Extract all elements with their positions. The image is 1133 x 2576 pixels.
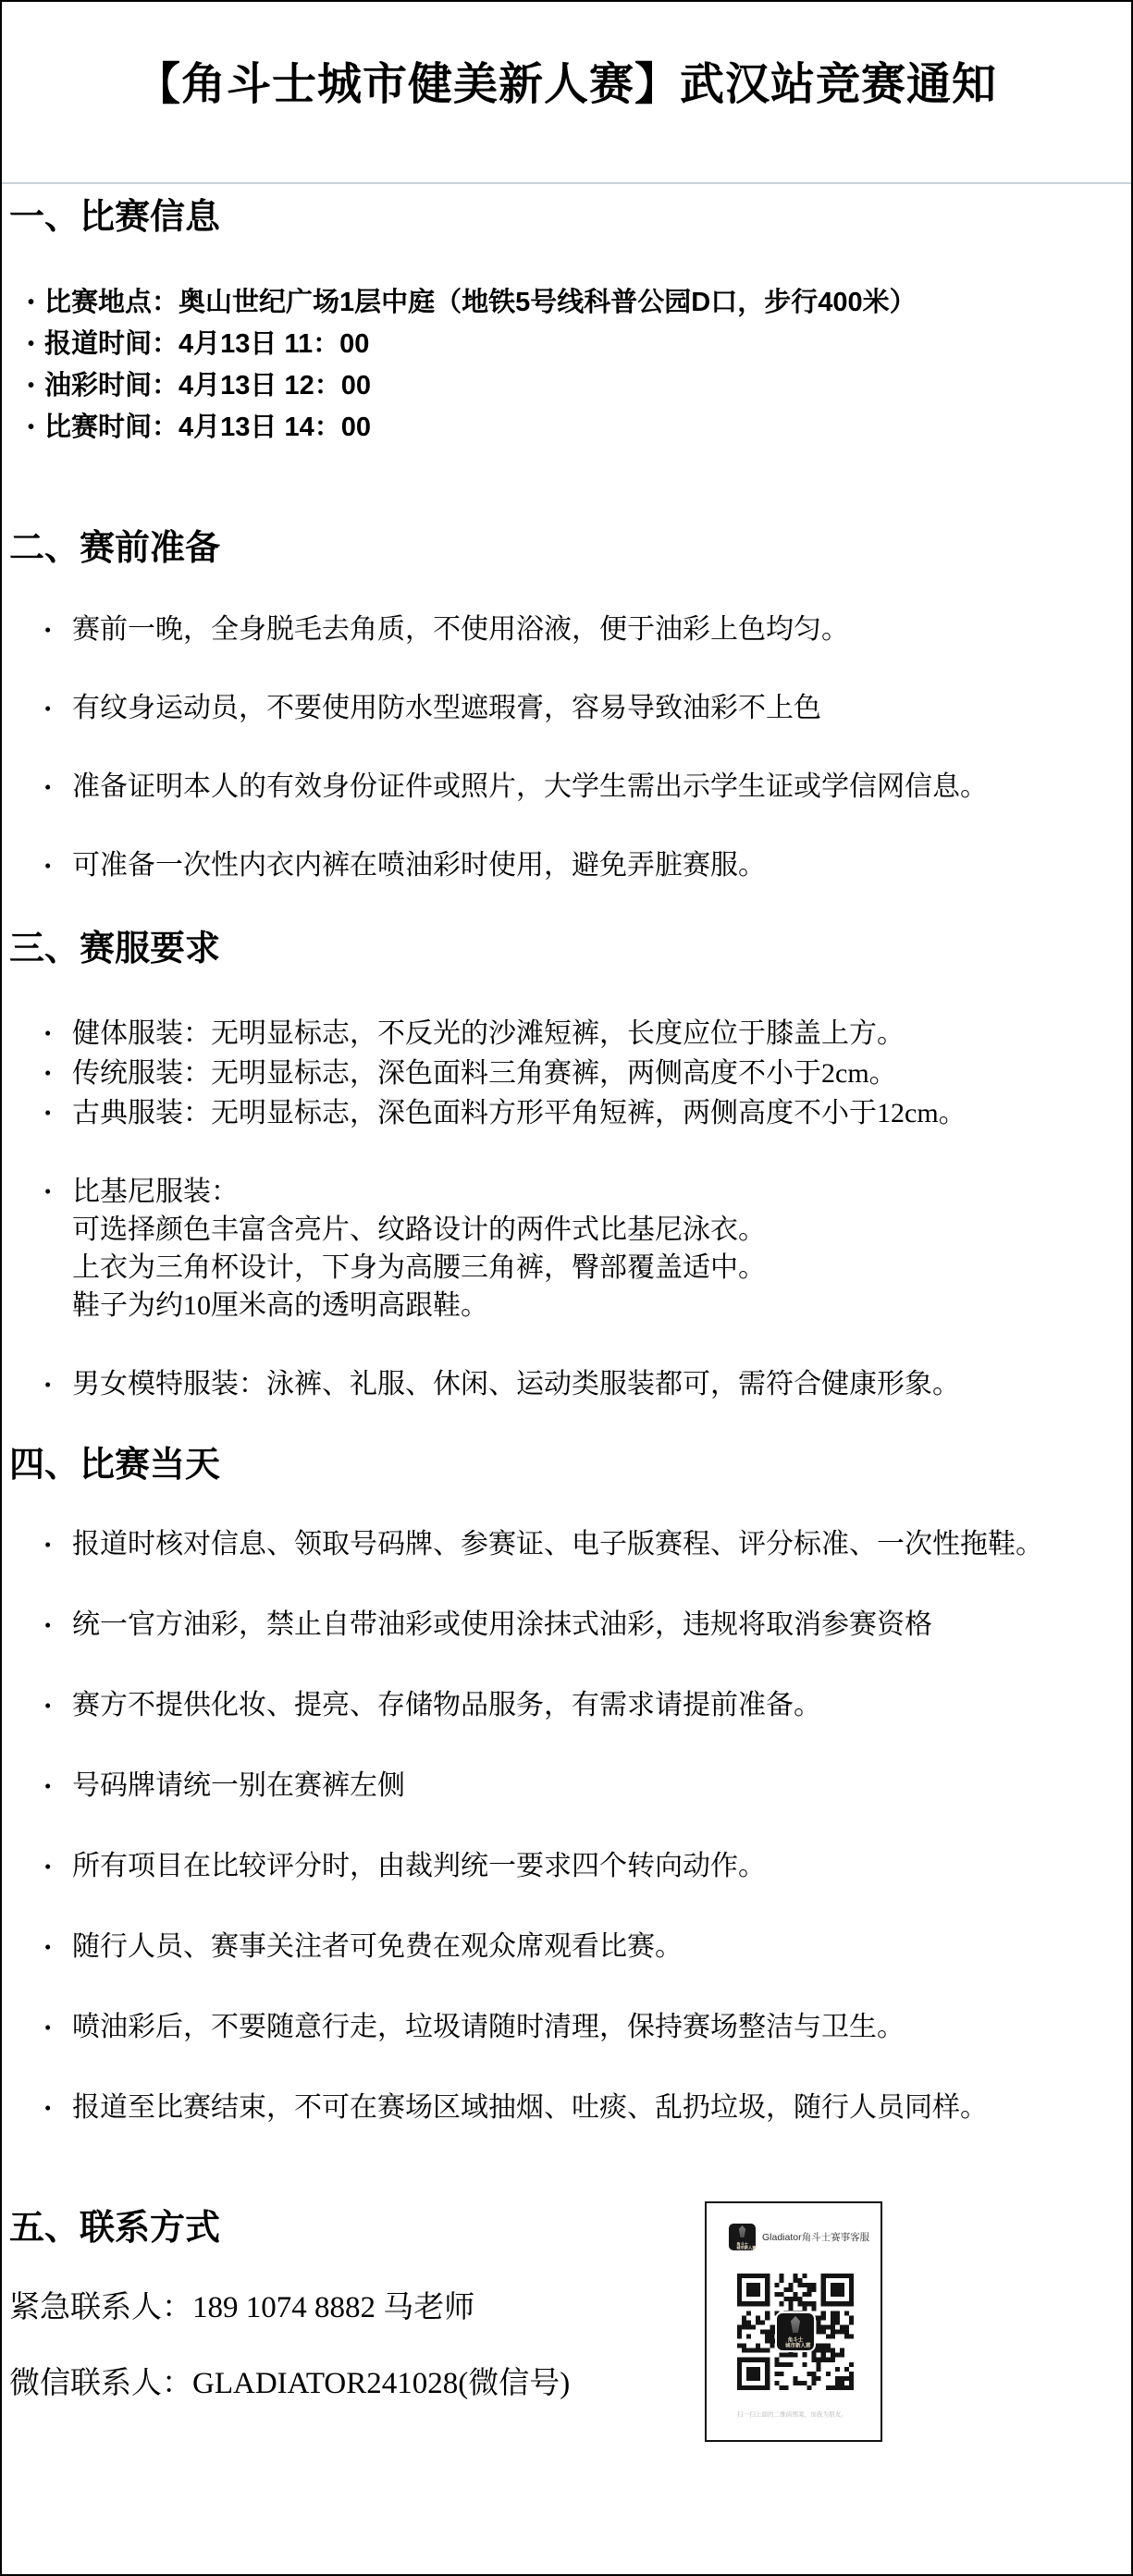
- qr-account-name: Gladiator角斗士赛事客服: [762, 2231, 870, 2243]
- list-item: • 赛前一晚，全身脱毛去角质，不使用浴液，便于油彩上色均匀。: [44, 613, 1131, 647]
- title-bar: [2, 2, 1131, 184]
- emergency-contact: 紧急联系人：189 1074 8882 马老师: [9, 2291, 475, 2324]
- section-heading-match-info: 一、比赛信息: [9, 198, 221, 237]
- qr-logo-label: 角斗士 城市新人赛: [785, 2336, 811, 2348]
- list-item: • 号码牌请统一别在赛裤左侧: [44, 1769, 1131, 1803]
- gladiator-figure-icon: [787, 2316, 804, 2333]
- qr-center-logo-icon: [777, 2313, 814, 2350]
- page-title: 【角斗士城市健美新人赛】武汉站竞赛通知: [135, 60, 997, 109]
- list-item: • 健体服装：无明显标志，不反光的沙滩短裤，长度应位于膝盖上方。: [44, 1014, 1131, 1054]
- qr-code: [737, 2274, 854, 2390]
- list-item: • 传统服装：无明显标志，深色面料三角赛裤，两侧高度不小于2cm。: [44, 1054, 1131, 1093]
- list-item: • 报道至比赛结束，不可在赛场区域抽烟、吐痰、乱扔垃圾，随行人员同样。: [44, 2091, 1131, 2125]
- list-item: • 可准备一次性内衣内裤在喷油彩时使用，避免弄脏赛服。: [44, 849, 1131, 882]
- list-item: • 古典服装：无明显标志，深色面料方形平角短裤，两侧高度不小于12cm。: [44, 1093, 1131, 1133]
- section-heading-attire: 三、赛服要求: [9, 930, 221, 968]
- bikini-attire-item: [44, 1173, 1131, 1325]
- model-attire-item: • 男女模特服装：泳裤、礼服、休闲、运动类服装都可，需符合健康形象。: [44, 1368, 1131, 1401]
- match-day-list: [44, 1528, 1131, 2125]
- section-heading-match-day: 四、比赛当天: [9, 1446, 221, 1485]
- list-item: • 报道时核对信息、领取号码牌、参赛证、电子版赛程、评分标准、一次性拖鞋。: [44, 1528, 1131, 1561]
- bikini-line: 上衣为三角杯设计，下身为高腰三角裤，臀部覆盖适中。: [72, 1252, 766, 1283]
- list-item: • 赛方不提供化妆、提亮、存储物品服务，有需求请提前准备。: [44, 1689, 1131, 1722]
- bikini-label: • 比基尼服装：: [72, 1177, 239, 1207]
- list-item: • 有纹身运动员，不要使用防水型遮瑕膏，容易导致油彩不上色: [44, 692, 1131, 725]
- list-item: • 统一官方油彩，禁止自带油彩或使用涂抹式油彩，违规将取消参赛资格: [44, 1608, 1131, 1642]
- avatar-label: 角斗士 城市新人赛: [736, 2242, 756, 2250]
- qr-caption: 扫一扫上面的二维码图案，加我为朋友。: [737, 2411, 847, 2419]
- list-item: • 喷油彩后，不要随意行走，垃圾请随时清理，保持赛场整洁与卫生。: [44, 2011, 1131, 2044]
- qr-card-header: [729, 2224, 869, 2250]
- gladiator-figure-icon: [736, 2225, 748, 2237]
- bikini-line: 鞋子为约10厘米高的透明高跟鞋。: [72, 1290, 488, 1321]
- list-item: • 所有项目在比较评分时，由裁判统一要求四个转向动作。: [44, 1850, 1131, 1883]
- match-info-list: [28, 282, 1131, 449]
- attire-list: [44, 1014, 1131, 1133]
- list-item-match-time: • 比赛时间：4月13日 14：00: [28, 407, 1131, 449]
- section-heading-contact: 五、联系方式: [9, 2209, 221, 2248]
- wechat-qr-card: [705, 2201, 882, 2442]
- section-heading-preparation: 二、赛前准备: [9, 529, 221, 568]
- list-item-tanning-time: • 油彩时间：4月13日 12：00: [28, 365, 1131, 407]
- preparation-list: [44, 613, 1131, 882]
- bikini-line: 可选择颜色丰富含亮片、纹路设计的两件式比基尼泳衣。: [72, 1214, 766, 1245]
- wechat-contact: 微信联系人：GLADIATOR241028(微信号): [9, 2367, 571, 2400]
- list-item-checkin-time: • 报道时间：4月13日 11：00: [28, 324, 1131, 365]
- list-item: • 随行人员、赛事关注者可免费在观众席观看比赛。: [44, 1930, 1131, 1964]
- list-item: • 准备证明本人的有效身份证件或照片，大学生需出示学生证或学信网信息。: [44, 770, 1131, 804]
- list-item-location: • 比赛地点：奥山世纪广场1层中庭（地铁5号线科普公园D口，步行400米）: [28, 282, 1131, 324]
- gladiator-avatar-icon: [729, 2224, 756, 2250]
